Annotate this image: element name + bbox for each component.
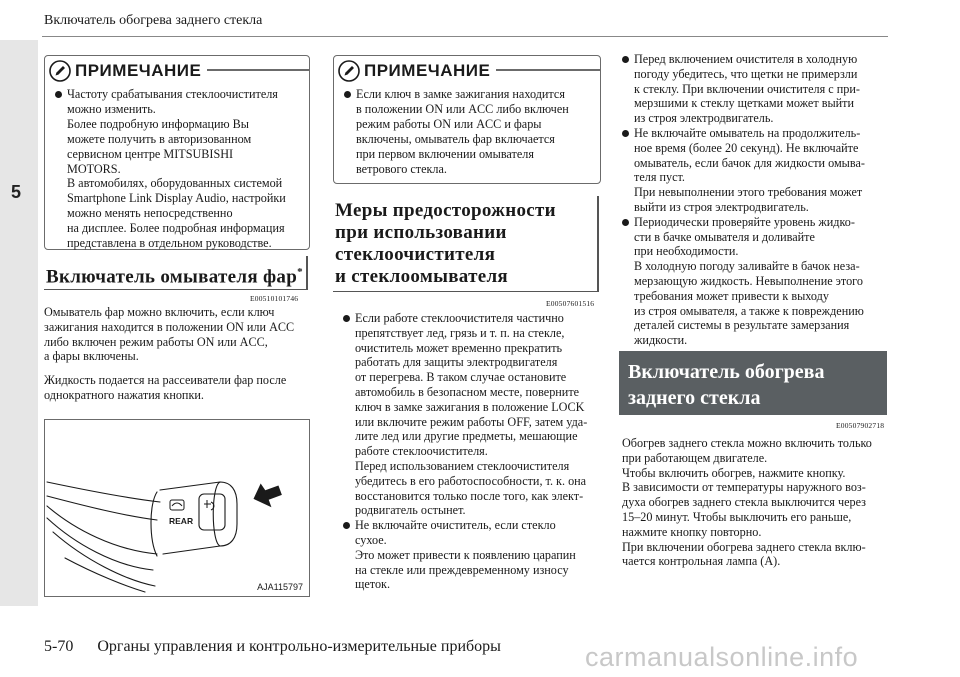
- section-code: E00510101746: [250, 294, 299, 303]
- note-line: ветрового стекла.: [356, 161, 447, 176]
- text-line: нажмите кнопку повторно.: [622, 524, 762, 539]
- note-line: на дисплее. Более подробная информация: [67, 221, 285, 236]
- section-code: E00507902718: [836, 421, 885, 430]
- text-line: сти в бачке омывателя и доливайте: [634, 229, 815, 244]
- text-line: препятствует лед, грязь и т. п. на стекле,: [355, 325, 565, 340]
- text-line: зажигания находится в положении ON или ACC: [44, 319, 295, 334]
- watermark: carmanualsonline.info: [585, 642, 859, 672]
- text-line: Периодически проверяйте уровень жидко-: [634, 214, 855, 229]
- text-line: а фары включены.: [44, 349, 139, 364]
- note-line: при первом включении омывателя: [356, 146, 534, 161]
- caution-bullet: [622, 52, 890, 126]
- text-line: жидкости.: [634, 333, 688, 348]
- text-line: при необходимости.: [634, 244, 739, 259]
- footer-section-title: Органы управления и контрольно-измерительные приборы: [97, 638, 501, 655]
- note-line: представлена в отдельном руководстве.: [67, 236, 272, 251]
- note-body: [55, 87, 301, 251]
- text-line: Перед включением очистителя в холодную: [634, 52, 858, 66]
- page-number: 5-70: [44, 638, 74, 655]
- note-line: MOTORS.: [67, 161, 121, 176]
- note-box-headlamp-washer: [333, 55, 601, 184]
- text-line: При невыполнении этого требования может: [634, 185, 863, 200]
- bullet-dot-icon: [55, 91, 62, 98]
- text-line: ключ в замке зажигания в положение LOCK: [355, 399, 585, 414]
- note-line: можете получить в авторизованном: [67, 131, 252, 146]
- bullet-dot-icon: [622, 130, 629, 137]
- text-line: убедитесь в его работоспособности, т. к. она: [355, 473, 587, 488]
- section-title-line: при использовании: [335, 222, 507, 243]
- arrow-pointer-icon: [249, 478, 284, 512]
- text-line: из строя омывателя, а также к повреждению: [634, 303, 864, 318]
- text-line: Жидкость подается на рассеиватели фар после: [44, 373, 287, 387]
- text-line: деталей системы в результате замерзания: [634, 318, 850, 333]
- text-line: восстановится только после того, как элект-: [355, 488, 584, 503]
- section-title-headlamp-washer: [44, 256, 308, 290]
- note-title: ПРИМЕЧАНИЕ: [75, 61, 202, 80]
- text-line: теля пуст.: [634, 170, 685, 185]
- bullet-dot-icon: [344, 91, 351, 98]
- note-bullet: [344, 87, 592, 176]
- note-line: Более подробную информацию Вы: [67, 116, 249, 131]
- text-line: Это может привести к появлению царапин: [355, 547, 576, 562]
- header-rule: [42, 36, 888, 37]
- text-line: выйти из строя электродвигатель.: [634, 199, 809, 214]
- section-code: E00507601516: [546, 299, 595, 308]
- rear-defogger-paragraph: [622, 436, 872, 569]
- section-title-line: Меры предосторожности: [335, 200, 556, 221]
- bullet-dot-icon: [343, 315, 350, 322]
- wiper-stalk-illustration: [45, 420, 309, 596]
- note-bullet: [55, 87, 301, 251]
- text-line: духа обогрев заднего стекла выключится через: [622, 495, 866, 510]
- caution-bullet: [622, 126, 890, 215]
- note-line: сервисном центре MITSUBISHI: [67, 146, 234, 161]
- text-line: погоду убедитесь, что щетки не примерзли: [634, 66, 858, 81]
- text-line: родвигатель остынет.: [355, 503, 466, 518]
- note-line: Smartphone Link Display Audio, настройки: [67, 191, 286, 206]
- note-line: режим работы ON или ACC и фары: [356, 116, 542, 131]
- note-line: можно изменить.: [67, 101, 156, 116]
- headlamp-washer-paragraph-2: [44, 373, 286, 403]
- text-line: 15–20 минут. Чтобы выключить его раньше,: [622, 509, 852, 524]
- page-header-title: Включатель обогрева заднего стекла: [44, 13, 263, 28]
- text-line: Если работе стеклоочистителя частично: [355, 311, 564, 325]
- section-title-line: стеклоочистителя: [335, 244, 496, 265]
- bullet-dot-icon: [622, 219, 629, 226]
- note-line: В автомобилях, оборудованных системой: [67, 176, 283, 191]
- text-line: Обогрев заднего стекла можно включить только: [622, 436, 872, 450]
- washer-cautions-bullets: [622, 52, 890, 348]
- precautions-bullets: [343, 311, 601, 592]
- precaution-bullet: [343, 311, 601, 518]
- text-line: При включении обогрева заднего стекла вклю-: [622, 539, 866, 554]
- text-line: к стеклу. При включении очистителя с при-: [634, 81, 860, 96]
- note-line: Если ключ в замке зажигания находится: [356, 87, 565, 101]
- bullet-dot-icon: [622, 56, 629, 63]
- section-title-rear-defogger: [619, 351, 887, 415]
- text-line: на стекле или преждевременному износу: [355, 562, 569, 577]
- text-line: автомобиль в безопасном месте, поверните: [355, 384, 580, 399]
- headlamp-washer-paragraph-1: [44, 305, 294, 364]
- rear-knob-label: REAR: [169, 516, 194, 526]
- text-line: Перед использованием стеклоочистителя: [355, 458, 570, 473]
- text-line: или включите режим работы OFF, затем уда-: [355, 414, 588, 429]
- text-line: мерзающую жидкость. Невыполнение этого: [634, 273, 863, 288]
- pencil-note-icon: [49, 60, 71, 82]
- text-line: Не включайте омыватель на продолжитель-: [634, 125, 861, 140]
- bullet-dot-icon: [343, 522, 350, 529]
- page-footer: [44, 638, 501, 656]
- text-line: Не включайте очиститель, если стекло: [355, 518, 556, 533]
- text-line: работать для защиты электродвигателя: [355, 355, 558, 370]
- text-line: Чтобы включить обогрев, нажмите кнопку.: [622, 465, 846, 480]
- note-line: можно менять непосредственно: [67, 206, 233, 221]
- wiper-stalk-figure: [44, 419, 310, 597]
- note-body: [344, 87, 592, 176]
- section-title-line: заднего стекла: [628, 387, 761, 409]
- text-line: В холодную погоду заливайте в бачок неза-: [634, 259, 860, 274]
- text-line: ное время (более 20 секунд). Не включайте: [634, 140, 859, 155]
- chapter-number: 5: [11, 182, 22, 202]
- note-line: Частоту срабатывания стеклоочистителя: [67, 87, 278, 101]
- note-box-wiper-frequency: [44, 55, 310, 250]
- pencil-note-icon: [338, 60, 360, 82]
- text-line: очиститель может временно прекратить: [355, 340, 563, 355]
- text-line: работе стеклоочистителя.: [355, 444, 488, 459]
- text-line: либо включен режим работы ON или ACC,: [44, 334, 268, 349]
- note-title: ПРИМЕЧАНИЕ: [364, 61, 491, 80]
- text-line: омыватель, если бачок для жидкости омыва-: [634, 155, 865, 170]
- text-line: Омыватель фар можно включить, если ключ: [44, 305, 275, 319]
- section-title-line: и стеклоомывателя: [335, 266, 508, 287]
- text-line: однократного нажатия кнопки.: [44, 387, 204, 402]
- caution-bullet: [622, 215, 890, 348]
- chapter-side-tab: [0, 40, 38, 606]
- text-line: чается контрольная лампа (A).: [622, 554, 781, 569]
- text-line: от перегрева. В таком случае остановите: [355, 370, 567, 385]
- section-title-line: Включатель обогрева: [628, 361, 825, 383]
- text-line: щеток.: [355, 577, 391, 592]
- figure-code: AJA115797: [257, 582, 303, 592]
- title-mark: *: [297, 266, 303, 278]
- precaution-bullet: [343, 518, 601, 592]
- text-line: требования может привести к выходу: [634, 288, 829, 303]
- text-line: из строя электродвигатель.: [634, 111, 774, 126]
- section-title-text: Включатель омывателя фар: [46, 266, 298, 288]
- note-line: включены, омыватель фар включается: [356, 131, 555, 146]
- text-line: лите лед или другие предметы, мешающие: [355, 429, 578, 444]
- note-line: в положении ON или ACC либо включен: [356, 101, 569, 116]
- text-line: сухое.: [355, 532, 387, 547]
- text-line: мерзшими к стеклу щетками может выйти: [634, 96, 855, 111]
- section-title-precautions: [333, 196, 599, 292]
- text-line: при работающем двигателе.: [622, 450, 768, 465]
- text-line: В зависимости от температуры наружного воз-: [622, 480, 866, 495]
